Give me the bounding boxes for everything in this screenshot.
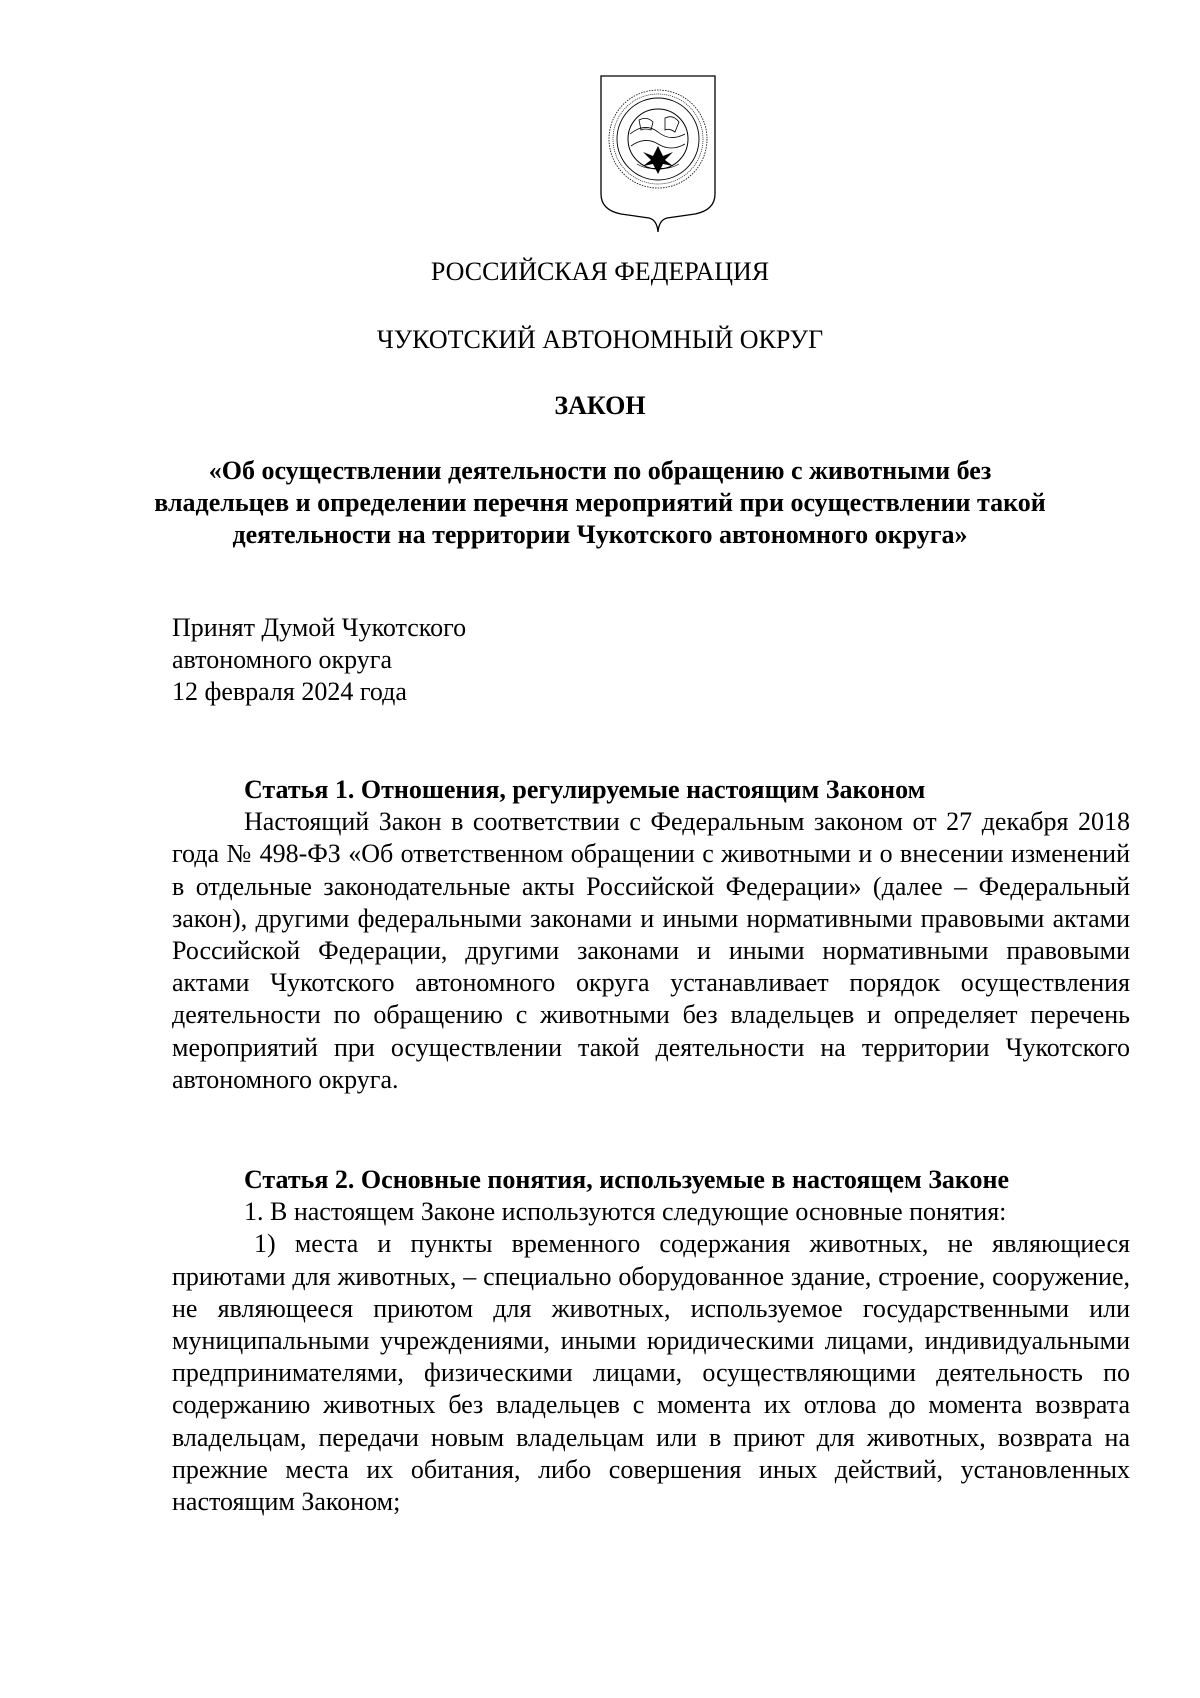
article-2-point-1: 1. В настоящем Законе используются следующие основные понятия:: [244, 1197, 1007, 1227]
chukotka-coat-of-arms-icon: [595, 72, 721, 242]
adoption-info: [172, 612, 466, 708]
adoption-line-1: Принят Думой Чукотского: [172, 613, 467, 642]
article-2-subpoint-1: 1) места и пункты временного содержания животных, не являющиеся приютами для животных, – специально оборудованное здание, строение, сооружение, не являющееся приютом для животных, используемое государственными или муниципальными учреждениями, иными юридическими лицами, индивидуальными предпринимателями, физическими лицами, осуществляющими деятельность по содержанию животных без владельцев с момента их отлова до момента возврата владельцам, передачи новым владельцам или в приют для животных, возврата на прежние места их обитания, либо совершения иных действий, установленных настоящим Законом;: [172, 1229, 1130, 1517]
law-title: «Об осуществлении деятельности по обращению с животными без владельцев и определении перечня мероприятий при осуществлении такой деятельности на территории Чукотского автономного округа»: [154, 456, 1046, 549]
country-heading: РОССИЙСКАЯ ФЕДЕРАЦИЯ: [430, 257, 770, 286]
adoption-line-2: автономного округа: [172, 645, 392, 674]
article-2-heading: Статья 2. Основные понятия, используемые в настоящем Законе: [244, 1165, 1010, 1194]
article-1-heading: Статья 1. Отношения, регулируемые настоящим Законом: [244, 775, 926, 804]
document-type-heading: ЗАКОН: [554, 391, 646, 420]
region-heading: ЧУКОТСКИЙ АВТОНОМНЫЙ ОКРУГ: [376, 325, 824, 354]
article-1-text: Настоящий Закон в соответствии с Федеральным законом от 27 декабря 2018 года № 498-ФЗ «Об ответственном обращении с животными и о внесении изменений в отдельные законодательные акты Российской Федерации» (далее – Федеральный закон), другими федеральными законами и иными нормативными правовыми актами Российской Федерации, другими законами и иными нормативными правовыми актами Чукотского автономного округа устанавливает порядок осуществления деятельности по обращению с животными без владельцев и определяет перечень мероприятий при осуществлении такой деятельности на территории Чукотского автономного округа.: [172, 807, 1130, 1094]
adoption-date: 12 февраля 2024 года: [172, 677, 407, 706]
article-2: [172, 1164, 1130, 1518]
article-1: [172, 774, 1130, 1096]
